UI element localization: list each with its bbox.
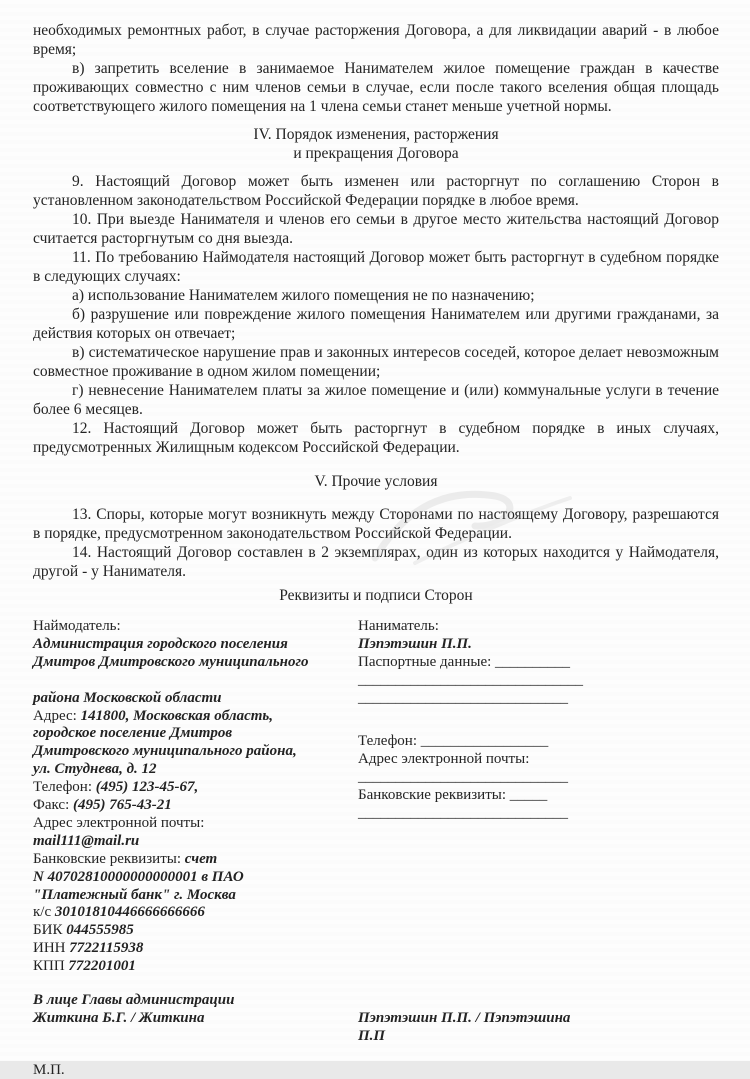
tenant-spacer (358, 708, 719, 726)
landlord-inn-label: ИНН (33, 940, 70, 957)
signatures-block (33, 992, 719, 1045)
tenant-phone-label: Телефон: (358, 733, 421, 750)
landlord-bik-value: 044555985 (66, 922, 134, 939)
landlord-fax-value: (495) 765-43-21 (73, 797, 172, 814)
tenant-email-blank-line: ____________________________ (358, 769, 568, 786)
tenant-spacer-small (358, 725, 719, 733)
landlord-fax-label: Факс: (33, 797, 73, 814)
section4-heading-line1: IV. Порядок изменения, расторжения (253, 126, 499, 143)
paragraph-11g: г) невнесение Нанимателем платы за жилое помещение и (или) коммунальные услуги в течение более 6 месяцев. (33, 382, 719, 418)
tenant-signature-line2: П.П (358, 1027, 386, 1044)
landlord-name-line3: района Московской области (33, 689, 222, 706)
tenant-bank-line (358, 787, 719, 805)
tenant-label: Наниматель: (358, 618, 439, 634)
tenant-bank-blank: _____ (509, 787, 548, 804)
landlord-bank-word: счет (184, 850, 218, 867)
tenant-passport-blank: __________ (495, 653, 571, 670)
tenant-email-label: Адрес электронной почты: (358, 751, 530, 768)
section4-heading-line2: и прекращения Договора (293, 145, 459, 162)
tenant-blank-line2: ____________________________ (358, 689, 568, 706)
paragraph-14: 14. Настоящий Договор составлен в 2 экземплярах, один из которых находится у Наймодателя, другой - у Нанимателя. (33, 544, 719, 580)
landlord-ks-label: к/с (33, 904, 55, 921)
landlord-signature (33, 992, 358, 1045)
landlord-ks-value: 30101810446666666666 (54, 904, 205, 921)
seal-mark: М.П. (33, 1062, 65, 1078)
landlord-address-line1 (33, 708, 358, 726)
landlord-kpp-line (33, 958, 358, 976)
landlord-phone-line (33, 779, 358, 797)
landlord-account-line2: "Платежный банк" г. Москва (33, 886, 236, 903)
paragraph-11: 11. По требованию Наймодателя настоящий Договор может быть расторгнут в судебном порядке в следующих случаях: (33, 249, 719, 285)
paragraph-9: 9. Настоящий Договор может быть изменен или расторгнут по соглашению Сторон в установленном законодательством Российской Федерации порядке в любое время. (33, 173, 719, 209)
tenant-signature-offset (358, 992, 719, 1010)
section4-heading (33, 125, 719, 163)
landlord-address-line4: ул. Студнева, д. 12 (33, 761, 157, 778)
landlord-address-line3: Дмитровского муниципального района, (33, 743, 297, 760)
landlord-address-label: Адрес: (33, 707, 81, 724)
landlord-signer-line1: В лице Главы администрации (33, 992, 235, 1009)
landlord-phone-label: Телефон: (33, 779, 96, 796)
landlord-blank-line (33, 672, 358, 690)
landlord-inn-value: 7722115938 (69, 940, 144, 957)
tenant-signature (358, 992, 719, 1045)
paragraph-11a: а) использование Нанимателем жилого помещения не по назначению; (72, 287, 535, 304)
paragraph-11v: в) систематическое нарушение прав и законных интересов соседей, которое делает невозможным совместное проживание в одном жилом помещении; (33, 344, 719, 380)
section5-heading: V. Прочие условия (314, 473, 438, 490)
tenant-passport-label: Паспортные данные: (358, 653, 496, 670)
landlord-bik-label: БИК (33, 922, 67, 939)
landlord-phone-value: (495) 123-45-67, (95, 779, 199, 796)
requisites-columns (33, 618, 719, 976)
landlord-bank-label: Банковские реквизиты: (33, 850, 185, 867)
tenant-name: Пэпэтэшин П.П. (358, 635, 472, 652)
tenant-bank-blank-line: ____________________________ (358, 805, 568, 822)
landlord-account-line1: N 40702810000000000001 в ПАО (33, 868, 244, 885)
tenant-bank-label: Банковские реквизиты: (358, 787, 510, 804)
landlord-signer-line2: Житкина Б.Г. / Житкина (33, 1009, 205, 1026)
tenant-passport-line (358, 654, 719, 672)
landlord-fax-line (33, 797, 358, 815)
requisites-heading: Реквизиты и подписи Сторон (279, 587, 473, 604)
landlord-kpp-value: 772201001 (68, 958, 136, 975)
tenant-phone-line (358, 733, 719, 751)
tenant-signature-line1: Пэпэтэшин П.П. / Пэпэтэшина (358, 1010, 571, 1026)
landlord-address-line2: городское поселение Дмитров (33, 725, 233, 742)
paragraph-12: 12. Настоящий Договор может быть расторгнут в судебном порядке в иных случаях, предусмотренных Жилищным кодексом Российской Федерации. (33, 420, 719, 456)
tenant-column (358, 618, 719, 976)
landlord-bank-line (33, 851, 358, 869)
landlord-address-value1: 141800, Московская область, (80, 707, 273, 724)
landlord-name-line1: Администрация городского поселения (33, 635, 288, 652)
landlord-name-line2: Дмитров Дмитровского муниципального (33, 653, 309, 670)
landlord-email-value: mail111@mail.ru (33, 832, 140, 849)
landlord-ks-line (33, 904, 358, 922)
paragraph-intro-continuation: необходимых ремонтных работ, в случае расторжения Договора, а для ликвидации аварий - в любое время; (33, 22, 719, 58)
landlord-column (33, 618, 358, 976)
tenant-phone-blank: _________________ (420, 733, 549, 750)
paragraph-10: 10. При выезде Нанимателя и членов его семьи в другое место жительства настоящий Договор считается расторгнутым со дня выезда. (33, 211, 719, 247)
landlord-label: Наймодатель: (33, 618, 121, 634)
landlord-kpp-label: КПП (33, 958, 69, 975)
landlord-email-label: Адрес электронной почты: (33, 814, 205, 831)
landlord-bik-line (33, 922, 358, 940)
paragraph-11b: б) разрушение или повреждение жилого помещения Нанимателем или другими гражданами, за действия которых он отвечает; (33, 306, 719, 342)
tenant-blank-line1: ______________________________ (358, 671, 583, 688)
paragraph-item-v-forbid: в) запретить вселение в занимаемое Нанимателем жилое помещение граждан в качестве проживающих совместно с ним членов семьи в случае, если после такого вселения общая площадь соответствующего жилого помещения на 1 члена семьи станет меньше учетной нормы. (33, 60, 719, 115)
paragraph-13: 13. Споры, которые могут возникнуть между Сторонами по настоящему Договору, разрешаются в порядке, предусмотренном законодательством Российской Федерации. (33, 506, 719, 542)
landlord-inn-line (33, 940, 358, 958)
